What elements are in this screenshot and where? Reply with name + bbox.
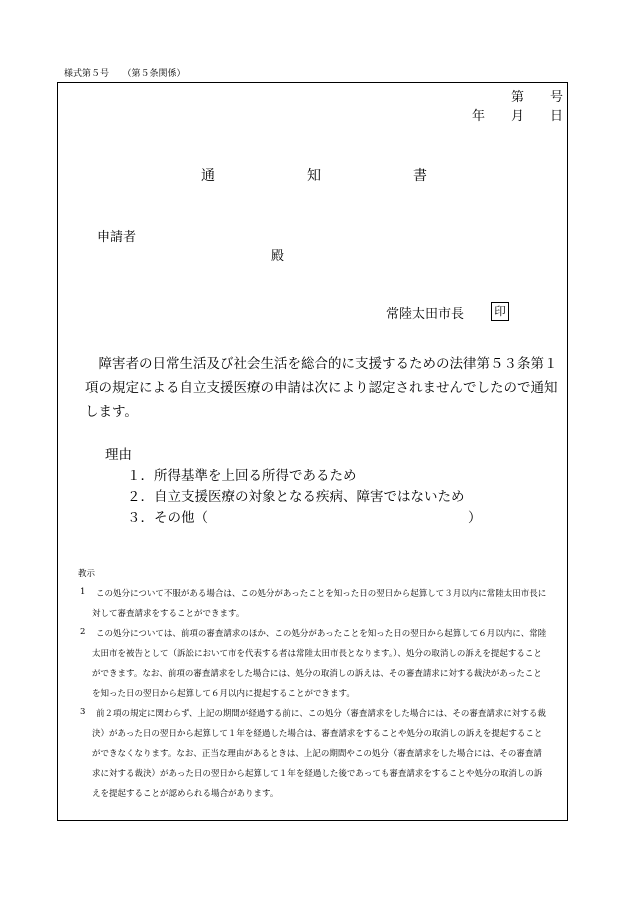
instructions-heading: 教示 — [78, 569, 96, 579]
title-char-3: 書 — [413, 168, 427, 184]
instruction-number: 1 — [80, 587, 86, 597]
applicant-label: 申請者 — [97, 230, 137, 245]
instruction-number: 2 — [80, 627, 86, 637]
instruction-line: 求に対する裁決）があった日の翌日から起算して１年を経過した後であっても審査請求をすることや処分の取消しの訴 — [92, 769, 543, 779]
instruction-line: この処分について不服がある場合は、この処分があったことを知った日の翌日から起算して３月以内に常陸太田市長に — [96, 589, 547, 599]
body-line: します。 — [85, 404, 138, 420]
reason-item: １．所得基準を上回る所得であるため — [127, 468, 357, 484]
title-char-1: 通 — [201, 168, 215, 184]
issuer-name: 常陸太田市長 — [386, 307, 465, 322]
form-number-label: 様式第５号 （第５条関係） — [64, 69, 186, 79]
instruction-line: この処分については、前項の審査請求のほか、この処分があったことを知った日の翌日から起算して６月以内に、常陸 — [96, 629, 547, 639]
reason-item: ３．その他（ — [127, 510, 208, 526]
notification-body — [85, 352, 558, 424]
seal-mark: 印 — [491, 302, 509, 321]
reason-close-paren: ） — [468, 510, 482, 526]
instruction-line: 対して審査請求をすることができます。 — [92, 609, 245, 619]
instruction-line: 太田市を被告として（訴訟において市を代表する者は常陸太田市長となります。）、処分の取消しの訴えを提起すること — [92, 649, 542, 659]
body-line: 項の規定による自立支援医療の申請は次により認定されませんでしたので通知 — [85, 380, 558, 396]
instruction-line: ができなくなります。なお、正当な理由があるときは、上記の期間やこの処分（審査請求をした場合には、その審査請 — [92, 749, 542, 759]
body-line: 障害者の日常生活及び社会生活を総合的に支援するための法律第５３条第１ — [85, 356, 558, 372]
document-date: 年 月 日 — [472, 109, 564, 124]
reasons-heading: 理由 — [105, 447, 132, 463]
instruction-line: えを提起することが認められる場合があります。 — [92, 789, 279, 799]
instruction-line: 決）があった日の翌日から起算して１年を経過した場合は、審査請求をすることや処分の取消しの訴えを提起すること — [92, 729, 543, 739]
title-char-2: 知 — [307, 168, 321, 184]
reason-item: ２．自立支援医療の対象となる疾病、障害ではないため — [127, 489, 465, 505]
instruction-line: ができます。なお、前項の審査請求をした場合には、処分の取消しの訴えは、その審査請求に対する裁決があったこと — [92, 669, 542, 679]
document-number: 第 号 — [511, 90, 564, 105]
instruction-number: 3 — [80, 707, 86, 717]
instruction-line: 前２項の規定に関わらず、上記の期間が経過する前に、この処分（審査請求をした場合には、その審査請求に対する裁 — [96, 709, 546, 719]
honorific: 殿 — [271, 249, 285, 264]
instruction-line: を知った日の翌日から起算して６月以内に提起することができます。 — [92, 689, 355, 699]
